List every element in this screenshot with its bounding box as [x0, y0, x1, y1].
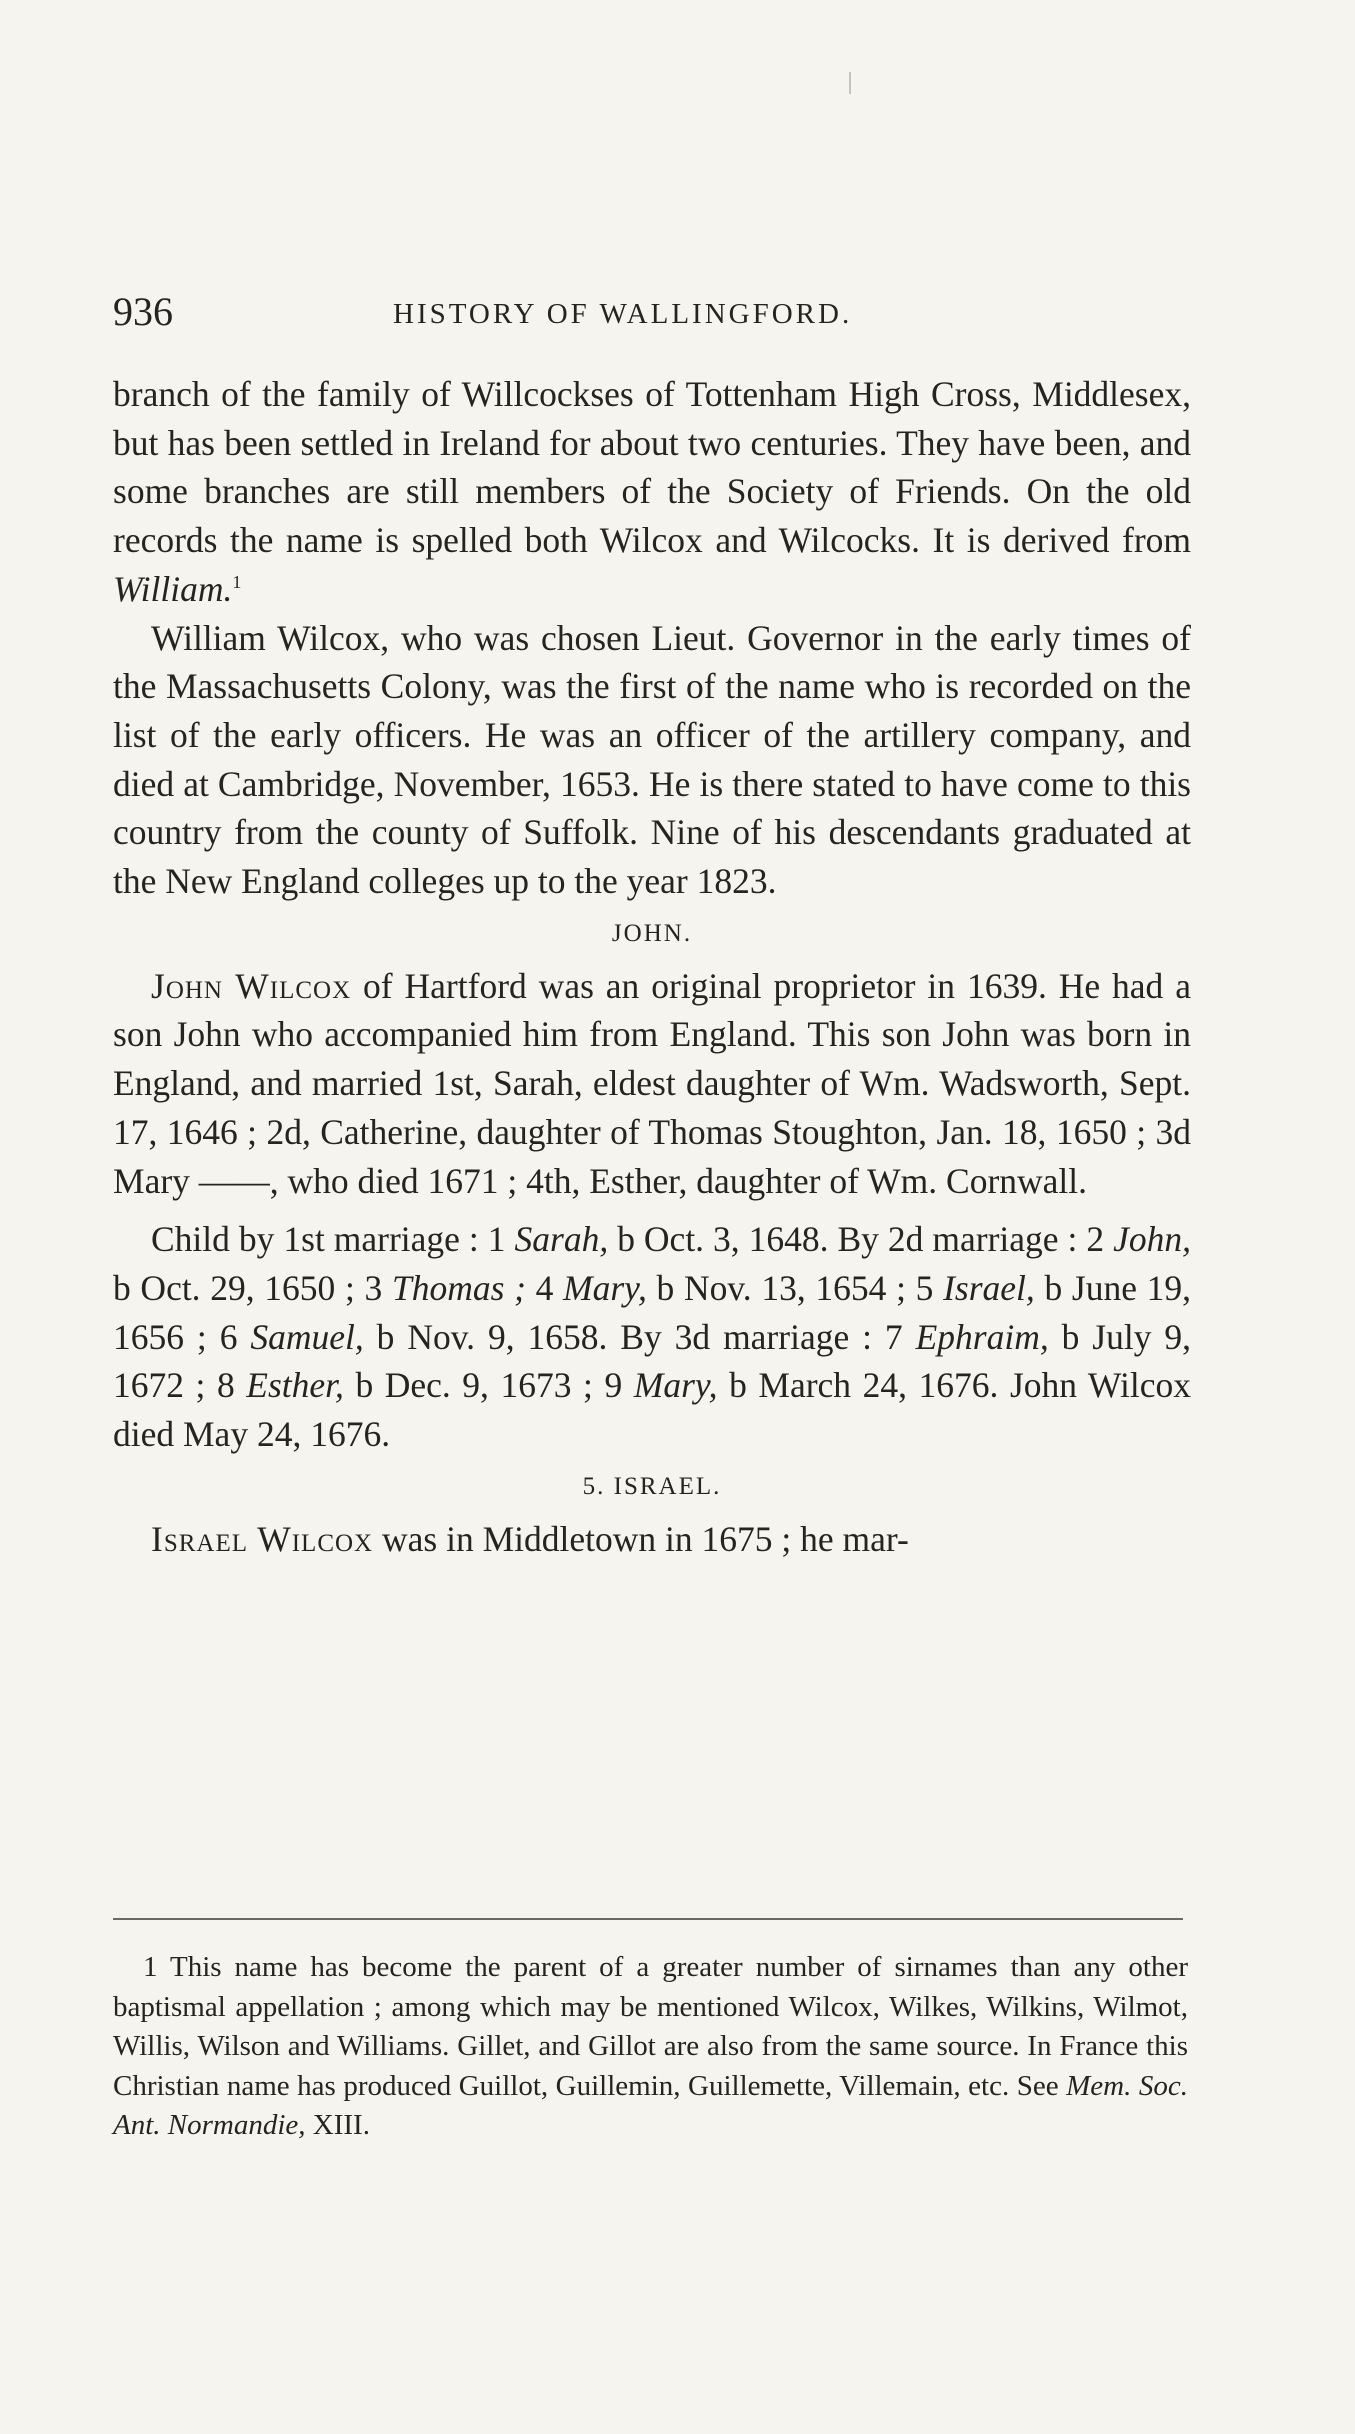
name-small-caps: John Wilcox	[151, 965, 352, 1006]
paragraph-john-wilcox: John Wilcox of Hartford was an original proprietor in 1639. He had a son John who accompanied him from England. This son John was born in England, and married 1st, Sarah, eldest daughter of Wm. Wadsworth, Sept. 17, 1646 ; 2d, Catherine, daughter of Thomas Stoughton, Jan. 18, 1650 ; 3d Mary ——, who died 1671 ; 4th, Esther, daughter of Wm. Cornwall.	[113, 965, 1191, 1201]
paragraph-willcockses: branch of the family of Willcockses of Tottenham High Cross, Middlesex, but has been settled in Ireland for about two centuries. They have been, and some branches are still members of the Society of Friends. On the old records the name is spelled both Wilcox and Wilcocks. It is derived from William.$^1$	[113, 374, 1191, 609]
footnote-number: 1	[143, 1951, 158, 1983]
footnote: 1 This name has become the parent of a greater number of sirnames than any other baptismal appellation ; among which may be mentioned Wilcox, Wilkes, Wilkins, Wilmot, Willis, Wilson and Williams. Gillet, and Gillot are also from the same source. In France this Christian name has produced Guillot, Guillemin, Guillemette, Villemain, etc. See Mem. Soc. Ant. Normandie, XIII.	[113, 1951, 1188, 2141]
paragraph-israel-wilcox: Israel Wilcox was in Middletown in 1675 ; he mar-	[151, 1518, 909, 1559]
body-text	[113, 370, 1191, 1563]
scan-mark	[849, 72, 851, 94]
page-header	[113, 288, 1223, 348]
section-heading-john: JOHN.	[611, 919, 693, 947]
page-number: 936	[113, 289, 173, 334]
footnote-citation: Mem. Soc. Ant. Normandie,	[113, 2069, 1188, 2141]
footnote-reference: 1	[232, 571, 242, 592]
paragraph-children: Child by 1st marriage : 1 Sarah, b Oct. 3, 1648. By 2d marriage : 2 John, b Oct. 29, 1650 ; 3 Thomas ; 4 Mary, b Nov. 13, 1654 ; 5 Israel, b June 19, 1656 ; 6 Samuel, b Nov. 9, 1658. By 3d marriage : 7 Ephraim, b July 9, 1672 ; 8 Esther, b Dec. 9, 1673 ; 9 Mary, b March 24, 1676. John Wilcox died May 24, 1676.	[113, 1219, 1192, 1455]
footnote-divider	[113, 1918, 1183, 1920]
paragraph-william-wilcox: William Wilcox, who was chosen Lieut. Governor in the early times of the Massachusetts Colony, was the first of the name who is recorded on the list of the early officers. He was an officer of the artillery company, and died at Cambridge, November, 1653. He is there stated to have come to this country from the county of Suffolk. Nine of his descendants graduated at the New England colleges up to the year 1823.	[113, 617, 1191, 902]
italic-william: William.	[113, 568, 233, 609]
name-small-caps: Israel Wilcox	[151, 1518, 374, 1559]
section-heading-israel: 5. ISRAEL.	[582, 1472, 722, 1500]
running-title: HISTORY OF WALLINGFORD.	[393, 298, 853, 330]
